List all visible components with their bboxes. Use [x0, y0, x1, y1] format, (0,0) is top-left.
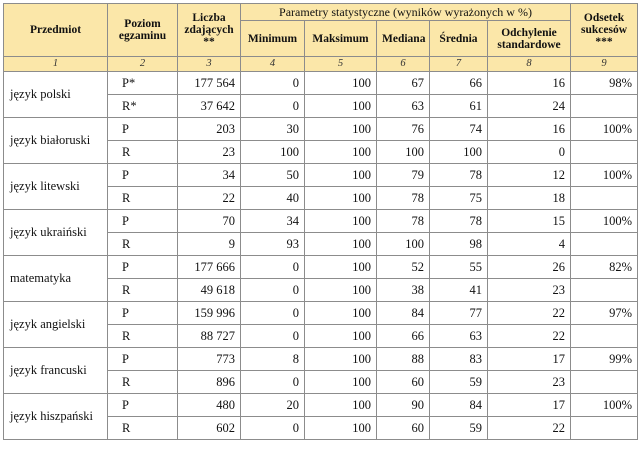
col-number: 7	[430, 57, 488, 72]
median-value: 79	[377, 164, 430, 187]
std-dev-value: 12	[488, 164, 571, 187]
col-number: 5	[305, 57, 377, 72]
success-rate: 97%	[571, 302, 638, 325]
minimum-value: 0	[241, 279, 305, 302]
subject-name: język hiszpański	[4, 394, 108, 440]
exam-level: P	[108, 394, 178, 417]
empty-cell	[571, 371, 638, 394]
maximum-value: 100	[305, 141, 377, 164]
mean-value: 75	[430, 187, 488, 210]
exam-level: P	[108, 164, 178, 187]
empty-cell	[571, 417, 638, 440]
candidate-count: 480	[178, 394, 241, 417]
maximum-value: 100	[305, 279, 377, 302]
header-sd: Odchylenie standardowe	[488, 21, 571, 57]
empty-cell	[571, 95, 638, 118]
maximum-value: 100	[305, 302, 377, 325]
candidate-count: 37 642	[178, 95, 241, 118]
mean-value: 78	[430, 210, 488, 233]
minimum-value: 0	[241, 256, 305, 279]
col-number: 8	[488, 57, 571, 72]
col-number: 4	[241, 57, 305, 72]
col-number: 9	[571, 57, 638, 72]
subject-name: język polski	[4, 72, 108, 118]
median-value: 90	[377, 394, 430, 417]
exam-level: R*	[108, 95, 178, 118]
maximum-value: 100	[305, 95, 377, 118]
exam-level: R	[108, 325, 178, 348]
empty-cell	[571, 141, 638, 164]
maximum-value: 100	[305, 394, 377, 417]
success-rate: 100%	[571, 164, 638, 187]
std-dev-value: 16	[488, 72, 571, 95]
std-dev-value: 26	[488, 256, 571, 279]
mean-value: 83	[430, 348, 488, 371]
std-dev-value: 18	[488, 187, 571, 210]
table-row	[4, 394, 638, 417]
empty-cell	[571, 325, 638, 348]
mean-value: 59	[430, 417, 488, 440]
median-value: 66	[377, 325, 430, 348]
median-value: 78	[377, 210, 430, 233]
candidate-count: 896	[178, 371, 241, 394]
exam-level: R	[108, 417, 178, 440]
header-level: Poziom egzaminu	[108, 4, 178, 57]
std-dev-value: 22	[488, 325, 571, 348]
minimum-value: 50	[241, 164, 305, 187]
median-value: 88	[377, 348, 430, 371]
candidate-count: 49 618	[178, 279, 241, 302]
exam-level: P	[108, 348, 178, 371]
mean-value: 98	[430, 233, 488, 256]
median-value: 84	[377, 302, 430, 325]
col-number: 6	[377, 57, 430, 72]
exam-level: R	[108, 187, 178, 210]
minimum-value: 40	[241, 187, 305, 210]
maximum-value: 100	[305, 256, 377, 279]
minimum-value: 0	[241, 325, 305, 348]
header-max: Maksimum	[305, 21, 377, 57]
maximum-value: 100	[305, 371, 377, 394]
maximum-value: 100	[305, 118, 377, 141]
header-params-group: Parametry statystyczne (wyników wyrażonych w %)	[241, 4, 571, 21]
std-dev-value: 22	[488, 417, 571, 440]
empty-cell	[571, 187, 638, 210]
exam-level: R	[108, 371, 178, 394]
exam-level: P	[108, 302, 178, 325]
success-rate: 98%	[571, 72, 638, 95]
exam-results-table	[3, 3, 638, 440]
mean-value: 84	[430, 394, 488, 417]
mean-value: 61	[430, 95, 488, 118]
minimum-value: 0	[241, 72, 305, 95]
exam-level: P	[108, 118, 178, 141]
exam-level: R	[108, 279, 178, 302]
mean-value: 100	[430, 141, 488, 164]
mean-value: 41	[430, 279, 488, 302]
header-count: Liczba zdających **	[178, 4, 241, 57]
median-value: 60	[377, 371, 430, 394]
candidate-count: 70	[178, 210, 241, 233]
candidate-count: 602	[178, 417, 241, 440]
empty-cell	[571, 233, 638, 256]
table-row	[4, 210, 638, 233]
success-rate: 100%	[571, 394, 638, 417]
subject-name: język francuski	[4, 348, 108, 394]
minimum-value: 8	[241, 348, 305, 371]
candidate-count: 34	[178, 164, 241, 187]
median-value: 67	[377, 72, 430, 95]
minimum-value: 0	[241, 417, 305, 440]
candidate-count: 22	[178, 187, 241, 210]
maximum-value: 100	[305, 348, 377, 371]
std-dev-value: 23	[488, 371, 571, 394]
std-dev-value: 4	[488, 233, 571, 256]
candidate-count: 9	[178, 233, 241, 256]
col-number: 3	[178, 57, 241, 72]
subject-name: matematyka	[4, 256, 108, 302]
table-row	[4, 164, 638, 187]
mean-value: 74	[430, 118, 488, 141]
header-subject: Przedmiot	[4, 4, 108, 57]
std-dev-value: 23	[488, 279, 571, 302]
exam-level: P	[108, 256, 178, 279]
std-dev-value: 17	[488, 394, 571, 417]
maximum-value: 100	[305, 210, 377, 233]
std-dev-value: 0	[488, 141, 571, 164]
candidate-count: 23	[178, 141, 241, 164]
success-rate: 100%	[571, 210, 638, 233]
header-min: Minimum	[241, 21, 305, 57]
success-rate: 99%	[571, 348, 638, 371]
table-body	[4, 72, 638, 440]
minimum-value: 0	[241, 371, 305, 394]
header-success: Odsetek sukcesów ***	[571, 4, 638, 57]
maximum-value: 100	[305, 417, 377, 440]
exam-level: P	[108, 210, 178, 233]
mean-value: 77	[430, 302, 488, 325]
minimum-value: 100	[241, 141, 305, 164]
exam-level: R	[108, 141, 178, 164]
maximum-value: 100	[305, 187, 377, 210]
std-dev-value: 24	[488, 95, 571, 118]
table-row	[4, 256, 638, 279]
mean-value: 59	[430, 371, 488, 394]
maximum-value: 100	[305, 164, 377, 187]
candidate-count: 88 727	[178, 325, 241, 348]
header-median: Mediana	[377, 21, 430, 57]
mean-value: 78	[430, 164, 488, 187]
col-number: 2	[108, 57, 178, 72]
table-row	[4, 302, 638, 325]
subject-name: język ukraiński	[4, 210, 108, 256]
median-value: 100	[377, 233, 430, 256]
maximum-value: 100	[305, 72, 377, 95]
header-mean: Średnia	[430, 21, 488, 57]
exam-level: P*	[108, 72, 178, 95]
std-dev-value: 17	[488, 348, 571, 371]
subject-name: język angielski	[4, 302, 108, 348]
subject-name: język litewski	[4, 164, 108, 210]
candidate-count: 203	[178, 118, 241, 141]
minimum-value: 34	[241, 210, 305, 233]
empty-cell	[571, 279, 638, 302]
median-value: 100	[377, 141, 430, 164]
minimum-value: 0	[241, 95, 305, 118]
candidate-count: 773	[178, 348, 241, 371]
table-row	[4, 72, 638, 95]
minimum-value: 20	[241, 394, 305, 417]
std-dev-value: 15	[488, 210, 571, 233]
median-value: 76	[377, 118, 430, 141]
maximum-value: 100	[305, 233, 377, 256]
minimum-value: 0	[241, 302, 305, 325]
minimum-value: 30	[241, 118, 305, 141]
std-dev-value: 22	[488, 302, 571, 325]
success-rate: 100%	[571, 118, 638, 141]
candidate-count: 159 996	[178, 302, 241, 325]
median-value: 78	[377, 187, 430, 210]
median-value: 63	[377, 95, 430, 118]
candidate-count: 177 564	[178, 72, 241, 95]
subject-name: język białoruski	[4, 118, 108, 164]
success-rate: 82%	[571, 256, 638, 279]
mean-value: 55	[430, 256, 488, 279]
std-dev-value: 16	[488, 118, 571, 141]
maximum-value: 100	[305, 325, 377, 348]
exam-level: R	[108, 233, 178, 256]
candidate-count: 177 666	[178, 256, 241, 279]
table-row	[4, 118, 638, 141]
table-row	[4, 348, 638, 371]
median-value: 60	[377, 417, 430, 440]
minimum-value: 93	[241, 233, 305, 256]
mean-value: 66	[430, 72, 488, 95]
median-value: 52	[377, 256, 430, 279]
col-number: 1	[4, 57, 108, 72]
table-header	[4, 4, 638, 72]
mean-value: 63	[430, 325, 488, 348]
column-number-row	[4, 57, 638, 72]
median-value: 38	[377, 279, 430, 302]
